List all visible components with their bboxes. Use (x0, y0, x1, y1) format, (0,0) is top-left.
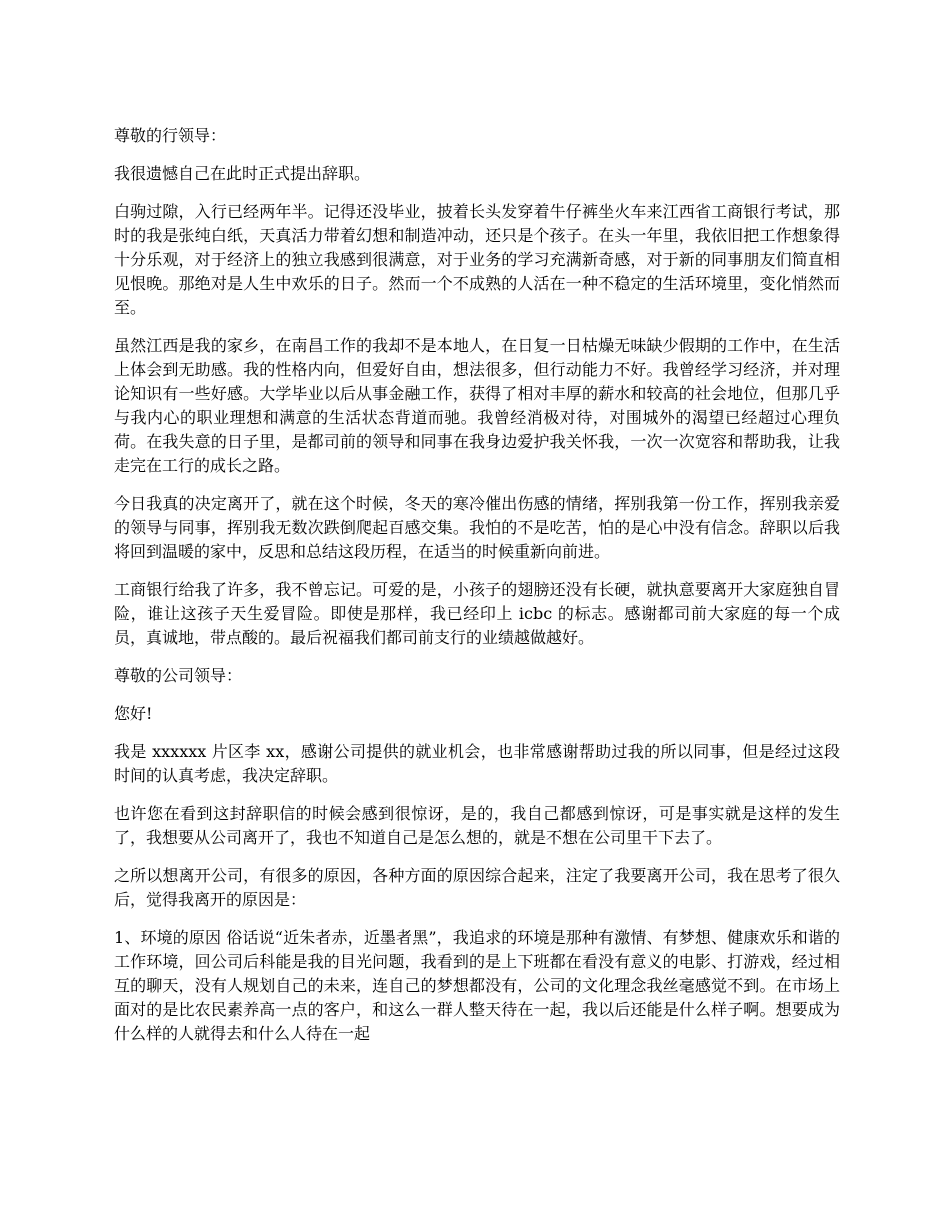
paragraph-hometown: 虽然江西是我的家乡，在南昌工作的我却不是本地人，在日复一日枯燥无味缺少假期的工作中，在生活上体会到无助感。我的性格内向，但爱好自由，想法很多，但行动能力不好。我曾经学习经济，并对理论知识有一些好感。大学毕业以后从事金融工作，获得了相对丰厚的薪水和较高的社会地位，但那几乎与我内心的职业理想和满意的生活状态背道而驰。我曾经消极对待，对围城外的渴望已经超过心理负荷。在我失意的日子里，是都司前的领导和同事在我身边爱护我关怀我，一次一次宽容和帮助我，让我走完在工行的成长之路。 (114, 336, 840, 475)
paragraph-gratitude: 工商银行给我了许多，我不曾忘记。可爱的是，小孩子的翅膀还没有长硬，就执意要离开大家庭独自冒险，谁让这孩子天生爱冒险。即使是那样，我已经印上 icbc 的标志。感谢都司前大家庭的每一个成员，真诚地，带点酸的。最后祝福我们都司前支行的业绩越做越好。 (114, 580, 840, 647)
paragraph-reasons: 之所以想离开公司，有很多的原因，各种方面的原因综合起来，注定了我要离开公司，我在思考了很久后，觉得我离开的原因是： (114, 866, 840, 909)
document-body (114, 124, 840, 1060)
paragraph-surprise: 也许您在看到这封辞职信的时候会感到很惊讶，是的，我自己都感到惊讶，可是事实就是这样的发生了，我想要从公司离开了，我也不知道自己是怎么想的，就是不想在公司里干下去了。 (114, 804, 840, 847)
salutation-company: 尊敬的公司领导： (114, 666, 243, 685)
paragraph-intro: 我很遗憾自己在此时正式提出辞职。 (114, 164, 371, 183)
paragraph-reason-environment: 1、环境的原因 俗话说“近朱者赤，近墨者黑”，我追求的环境是那种有激情、有梦想、健康欢乐和谐的工作环境，回公司后科能是我的目光问题，我看到的是上下班都在看没有意义的电影、打游戏，经过相互的聊天，没有人规划自己的未来，连自己的梦想都没有，公司的文化理念我丝毫感觉不到。在市场上面对的是比农民素养高一点的客户，和这么一群人整天待在一起，我以后还能是什么样子啊。想要成为什么样的人就得去和什么人待在一起 (114, 928, 840, 1043)
salutation-bank: 尊敬的行领导： (114, 126, 227, 145)
paragraph-self-intro: 我是 xxxxxx 片区李 xx，感谢公司提供的就业机会，也非常感谢帮助过我的所以同事，但是经过这段时间的认真考虑，我决定辞职。 (114, 742, 840, 785)
greeting: 您好! (114, 704, 153, 723)
paragraph-memories: 白驹过隙，入行已经两年半。记得还没毕业，披着长头发穿着牛仔裤坐火车来江西省工商银行考试，那时的我是张纯白纸，天真活力带着幻想和制造冲动，还只是个孩子。在头一年里，我依旧把工作想象得十分乐观，对于经济上的独立我感到很满意，对于业务的学习充满新奇感，对于新的同事朋友们简直相见恨晚。那绝对是人生中欢乐的日子。然而一个不成熟的人活在一种不稳定的生活环境里，变化悄然而至。 (114, 202, 840, 317)
paragraph-decision: 今日我真的决定离开了，就在这个时候，冬天的寒冷催出伤感的情绪，挥别我第一份工作，挥别我亲爱的领导与同事，挥别我无数次跌倒爬起百感交集。我怕的不是吃苦，怕的是心中没有信念。辞职以后我将回到温暖的家中，反思和总结这段历程，在适当的时候重新向前进。 (114, 494, 840, 561)
